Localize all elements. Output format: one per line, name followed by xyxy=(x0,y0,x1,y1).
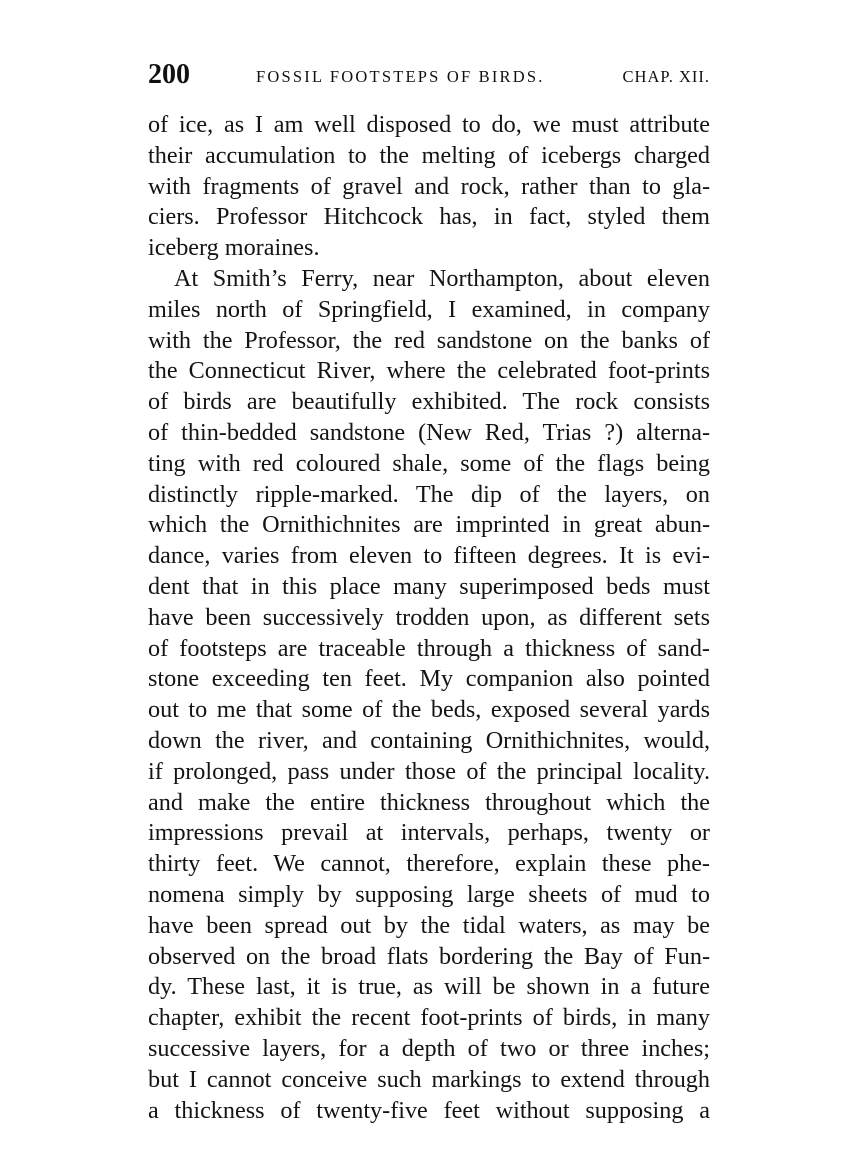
text-line: of thin-bedded sandstone (New Red, Trias ?) alterna- xyxy=(148,418,710,446)
text-line: down the river, and containing Ornithichnites, would, xyxy=(148,726,710,754)
text-line: with fragments of gravel and rock, rather than to gla- xyxy=(148,172,710,200)
text-line: and make the entire thickness throughout which the xyxy=(148,788,710,816)
text-line: of birds are beautifully exhibited. The rock consists xyxy=(148,388,710,416)
page-number: 200 xyxy=(148,59,190,90)
text-line: chapter, exhibit the recent foot-prints of birds, in many xyxy=(148,1004,710,1032)
text-line: have been spread out by the tidal waters, as may be xyxy=(148,911,710,939)
text-line: their accumulation to the melting of icebergs charged xyxy=(148,141,710,169)
text-line: distinctly ripple-marked. The dip of the layers, on xyxy=(148,480,710,508)
text-line: out to me that some of the beds, exposed several yards xyxy=(148,696,710,724)
text-line: ting with red coloured shale, some of the flags being xyxy=(148,449,710,477)
paragraph-1 xyxy=(148,110,710,264)
text-line: impressions prevail at intervals, perhaps, twenty or xyxy=(148,819,710,847)
text-line: but I cannot conceive such markings to extend through xyxy=(148,1065,710,1093)
text-line: dy. These last, it is true, as will be shown in a future xyxy=(148,973,710,1001)
text-line: the Connecticut River, where the celebrated foot-prints xyxy=(148,357,710,385)
text-line: of ice, as I am well disposed to do, we must attribute xyxy=(148,111,710,138)
text-line: miles north of Springfield, I examined, in company xyxy=(148,295,710,323)
text-line: dent that in this place many superimposed beds must xyxy=(148,572,710,600)
text-line: dance, varies from eleven to fifteen degrees. It is evi- xyxy=(148,542,710,570)
text-line: At Smith’s Ferry, near Northampton, about eleven xyxy=(174,264,710,292)
text-line: thirty feet. We cannot, therefore, explain these phe- xyxy=(148,850,710,878)
text-line: stone exceeding ten feet. My companion also pointed xyxy=(148,665,710,693)
text-line: successive layers, for a depth of two or three inches; xyxy=(148,1034,710,1062)
text-line: if prolonged, pass under those of the principal locality. xyxy=(148,757,710,785)
chapter-label: CHAP. XII. xyxy=(622,67,710,86)
text-line: a thickness of twenty-five feet without supposing a xyxy=(148,1096,710,1124)
text-line: observed on the broad flats bordering the Bay of Fun- xyxy=(148,942,710,970)
text-line: ciers. Professor Hitchcock has, in fact, styled them xyxy=(148,203,710,231)
text-line: of footsteps are traceable through a thickness of sand- xyxy=(148,634,710,662)
running-title: FOSSIL FOOTSTEPS OF BIRDS. xyxy=(256,67,545,86)
text-line: which the Ornithichnites are imprinted in great abun- xyxy=(148,511,710,539)
paragraph-2 xyxy=(148,264,710,1126)
text-line: nomena simply by supposing large sheets of mud to xyxy=(148,880,710,908)
body-text xyxy=(148,110,710,1126)
text-line: have been successively trodden upon, as different sets xyxy=(148,603,710,631)
text-line: with the Professor, the red sandstone on the banks of xyxy=(148,326,710,354)
text-line: iceberg moraines. xyxy=(148,234,320,262)
running-head xyxy=(148,58,710,92)
